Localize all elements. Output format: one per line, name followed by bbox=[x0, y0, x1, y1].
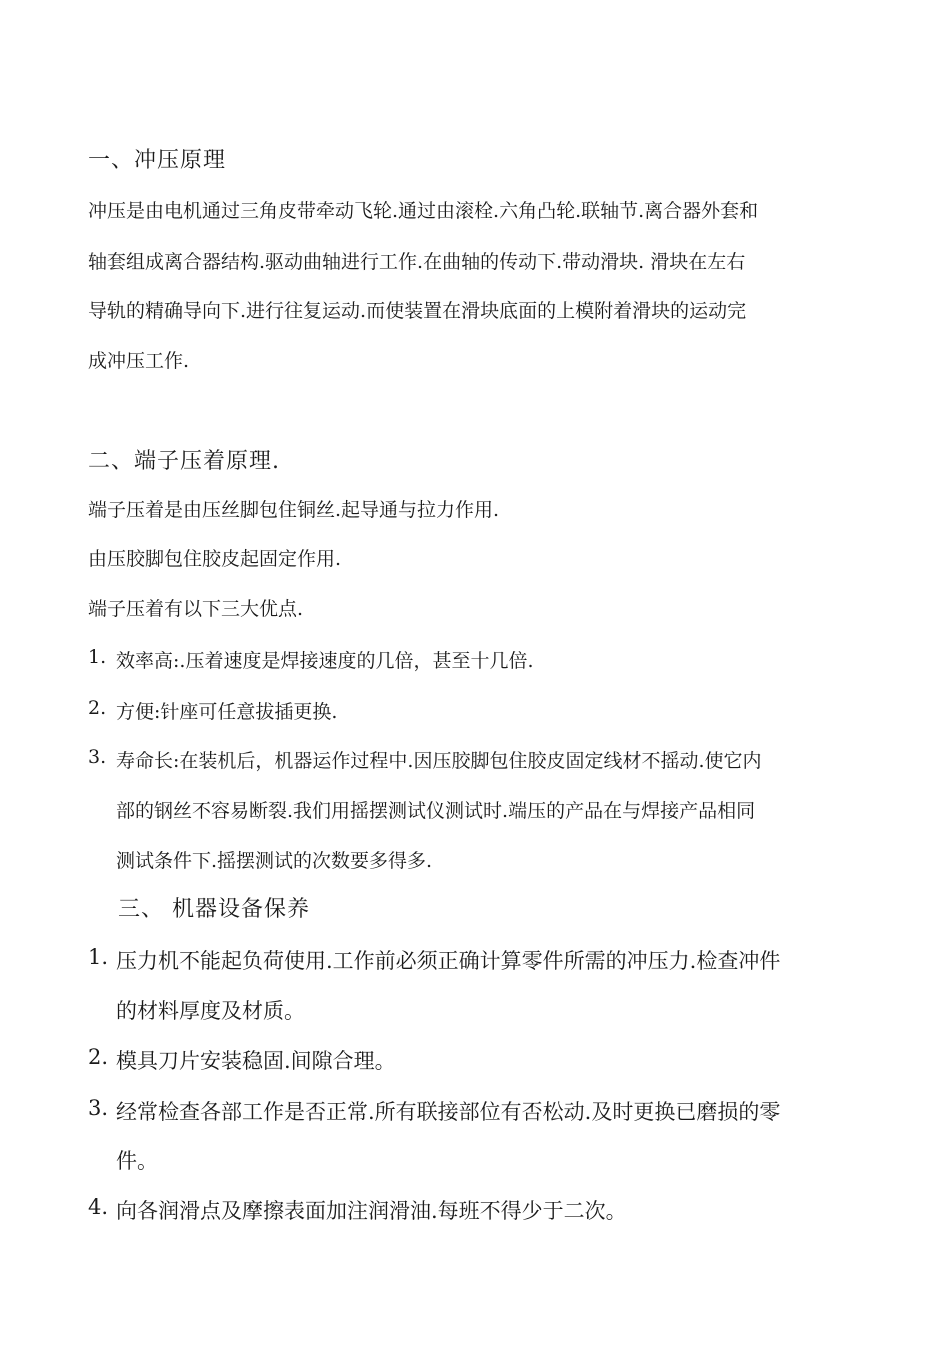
list-item-number: 1. bbox=[88, 945, 109, 969]
section-heading-terminal-crimping-principle: 二、端子压着原理. bbox=[88, 449, 280, 474]
list-item-text: 件。 bbox=[116, 1149, 158, 1173]
list-item-text: 部的钢丝不容易断裂.我们用摇摆测试仪测试时.端压的产品在与焊接产品相同 bbox=[116, 800, 756, 822]
paragraph-line: 由压胶脚包住胶皮起固定作用. bbox=[88, 548, 342, 570]
list-item-text: 向各润滑点及摩擦表面加注润滑油.每班不得少于二次。 bbox=[116, 1199, 627, 1223]
list-item-number: 3. bbox=[88, 1096, 109, 1120]
list-item-text: 经常检查各部工作是否正常.所有联接部位有否松动.及时更换已磨损的零 bbox=[116, 1100, 781, 1124]
list-item-text: 寿命长:在装机后，机器运作过程中.因压胶脚包住胶皮固定线材不摇动.使它内 bbox=[116, 750, 762, 772]
list-item-number: 4. bbox=[88, 1195, 109, 1219]
paragraph-line: 端子压着是由压丝脚包住铜丝.起导通与拉力作用. bbox=[88, 499, 500, 521]
paragraph-line: 导轨的精确导向下.进行往复运动.而使装置在滑块底面的上模附着滑块的运动完 bbox=[88, 300, 747, 322]
list-item-text: 测试条件下.摇摆测试的次数要多得多. bbox=[116, 850, 433, 872]
paragraph-line: 轴套组成离合器结构.驱动曲轴进行工作.在曲轴的传动下.带动滑块. 滑块在左右 bbox=[88, 251, 746, 273]
paragraph-line: 冲压是由电机通过三角皮带牵动飞轮.通过由滚栓.六角凸轮.联轴节.离合器外套和 bbox=[88, 200, 759, 222]
list-item-text: 压力机不能起负荷使用.工作前必须正确计算零件所需的冲压力.检查冲件 bbox=[116, 949, 781, 973]
list-item-text: 方便:针座可任意拔插更换. bbox=[116, 701, 338, 723]
section-heading-stamping-principle: 一、冲压原理 bbox=[88, 148, 227, 173]
list-item-number: 2. bbox=[88, 697, 107, 719]
list-item-number: 2. bbox=[88, 1045, 109, 1069]
list-item-text: 模具刀片安装稳固.间隙合理。 bbox=[116, 1049, 396, 1073]
list-item-number: 1. bbox=[88, 646, 107, 668]
paragraph-line: 端子压着有以下三大优点. bbox=[88, 598, 304, 620]
list-item-number: 3. bbox=[88, 746, 107, 768]
paragraph-line: 成冲压工作. bbox=[88, 350, 190, 372]
section-heading-equipment-maintenance: 三、 机器设备保养 bbox=[118, 897, 310, 922]
list-item-text: 的材料厚度及材质。 bbox=[116, 999, 305, 1023]
list-item-text: 效率高:.压着速度是焊接速度的几倍，甚至十几倍. bbox=[116, 650, 534, 672]
